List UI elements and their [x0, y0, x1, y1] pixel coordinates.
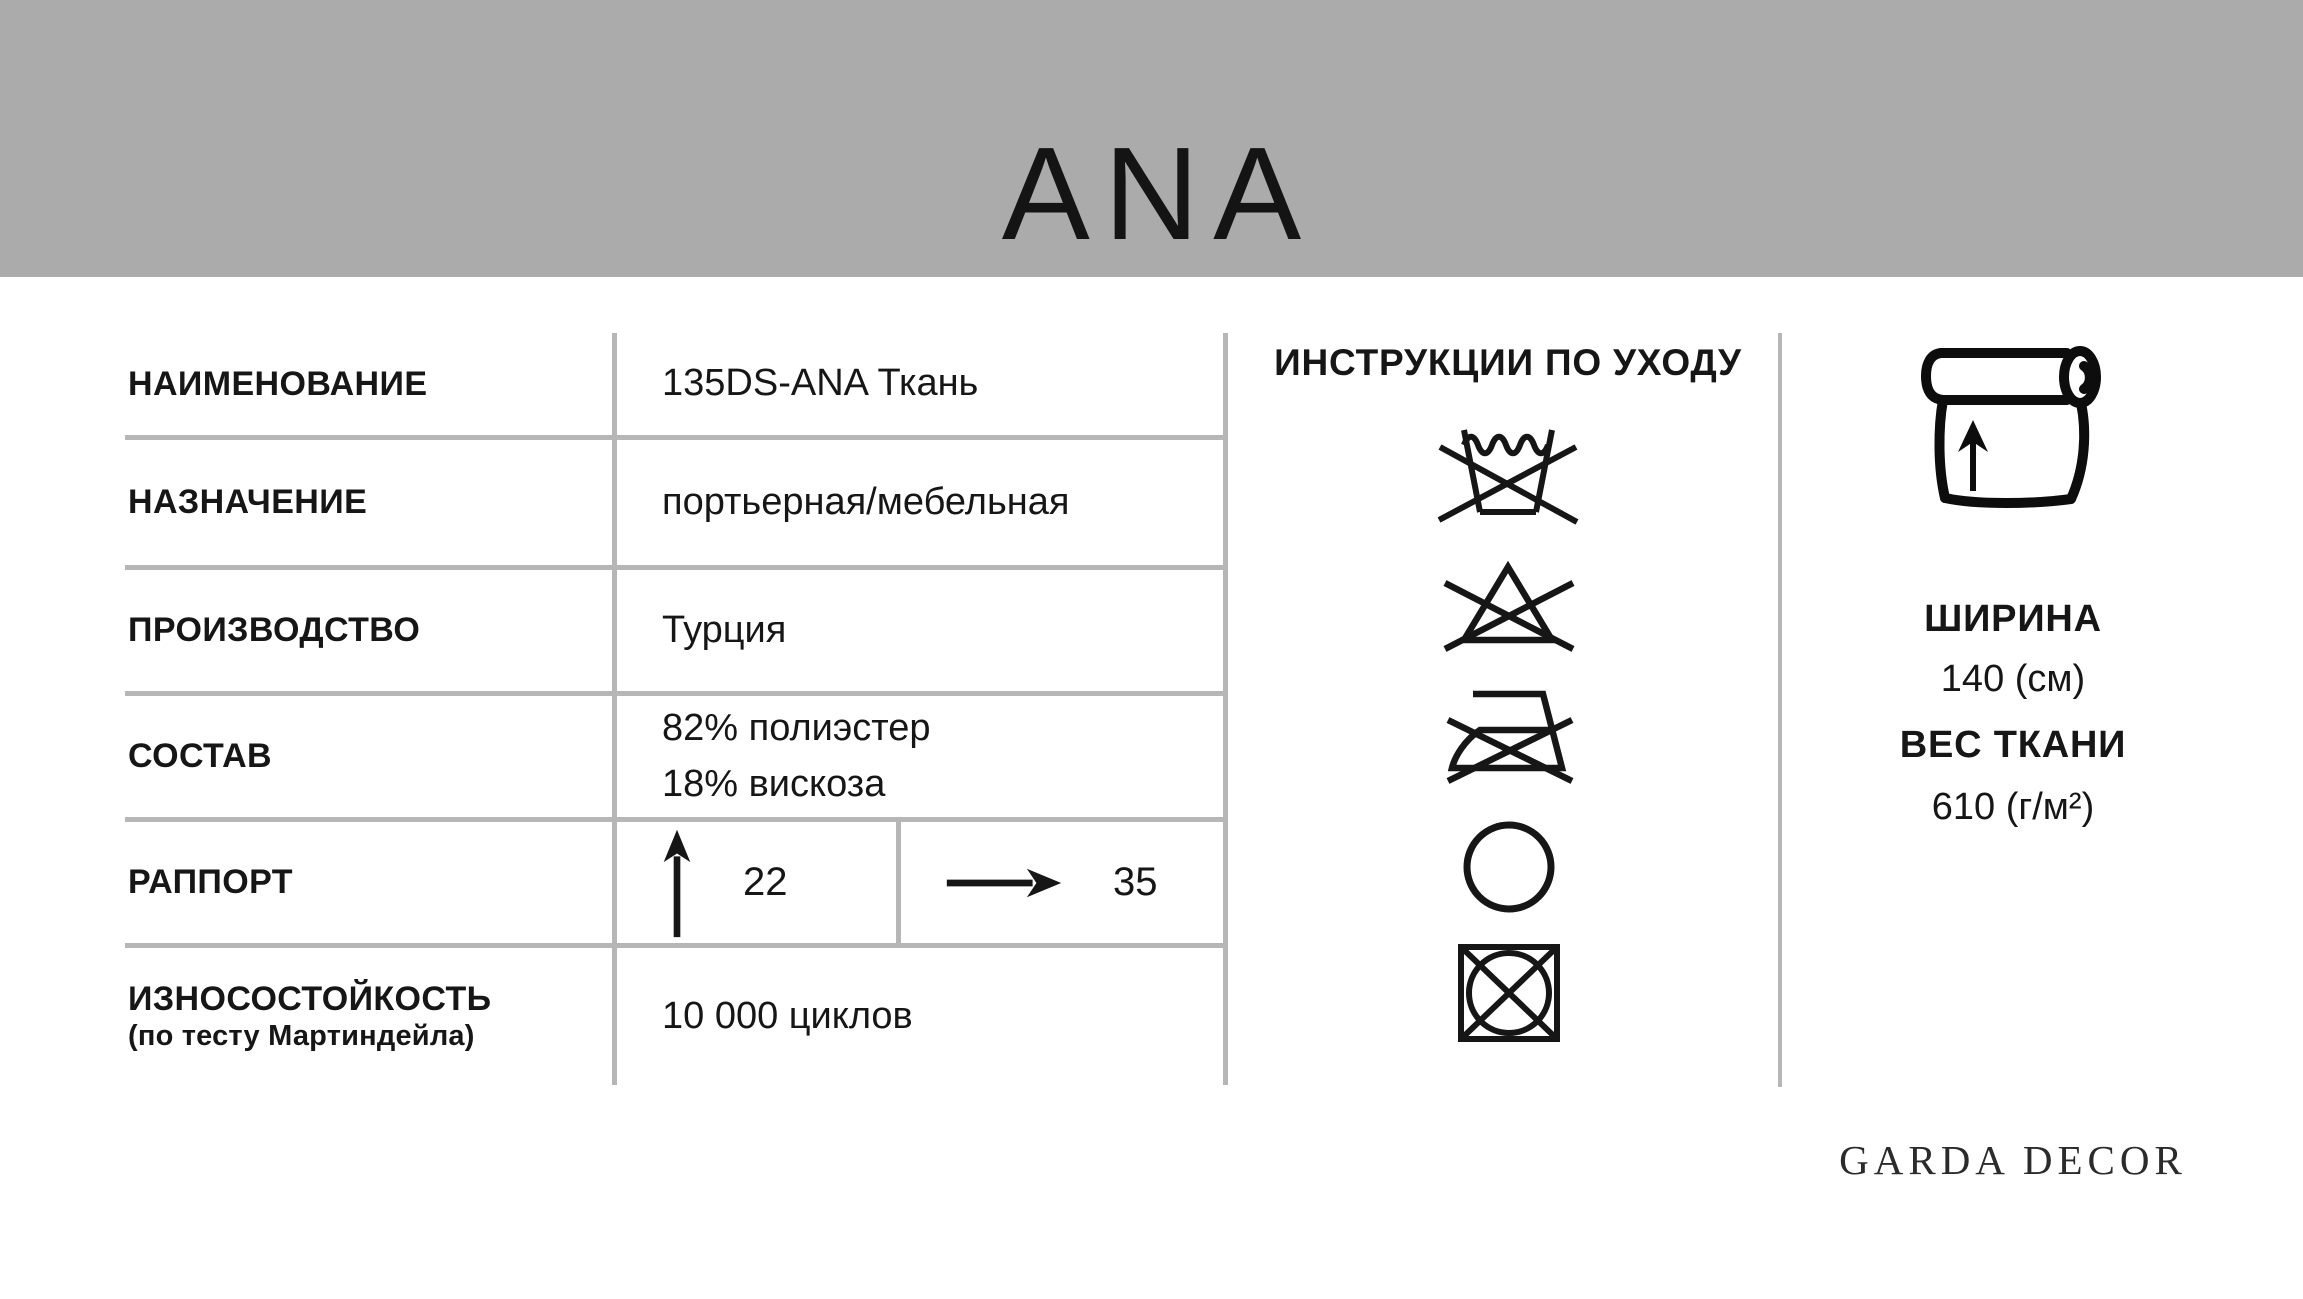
dry-clean-icon	[1462, 820, 1556, 914]
header-banner	[0, 0, 2303, 277]
row-value: портьерная/мебельная	[662, 480, 1070, 523]
row-label: НАЗНАЧЕНИЕ	[128, 483, 368, 522]
composition-line: 18% вискоза	[662, 762, 886, 805]
row-label: РАППОРТ	[128, 863, 293, 902]
row-label: СОСТАВ	[128, 737, 272, 776]
composition-line: 82% полиэстер	[662, 707, 931, 750]
row-value: 10 000 циклов	[662, 994, 913, 1037]
row-label: ПРОИЗВОДСТВО	[128, 611, 421, 650]
brand-logo: GARDA DECOR	[1839, 1137, 2187, 1183]
do-not-wash-icon	[1433, 424, 1583, 526]
row-label: НАИМЕНОВАНИЕ	[128, 364, 428, 403]
care-instructions-heading: ИНСТРУКЦИИ ПО УХОДУ	[1274, 342, 1742, 383]
page-title: ANA	[1001, 120, 1316, 267]
arrow-up-icon	[659, 826, 695, 940]
arrow-right-icon	[943, 863, 1065, 903]
table-row	[125, 333, 1228, 435]
row-label-main: ИЗНОСОСТОЙКОСТЬ	[128, 980, 492, 1019]
do-not-bleach-icon	[1440, 558, 1578, 656]
rapport-vertical-cell	[617, 822, 901, 943]
row-label	[125, 979, 617, 1053]
table-row	[125, 435, 1228, 565]
spec-table	[125, 333, 1228, 1085]
weight-label: ВЕС ТКАНИ	[1899, 724, 2127, 766]
table-row	[125, 691, 1228, 817]
row-value: 135DS-ANA Ткань	[662, 362, 979, 405]
width-value: 140 (см)	[1940, 658, 2086, 700]
row-label-note: (по тесту Мартиндейла)	[128, 1020, 475, 1053]
table-row-rapport	[125, 817, 1228, 943]
fabric-roll-up-arrow-icon	[1893, 336, 2133, 566]
horizontal-repeat-value: 35	[1113, 860, 1158, 904]
row-value: Турция	[662, 608, 787, 651]
width-label: ШИРИНА	[1924, 598, 2102, 640]
rapport-horizontal-cell	[901, 822, 1228, 943]
rapport-cells	[617, 822, 1228, 943]
do-not-iron-icon	[1437, 686, 1579, 788]
weight-value: 610 (г/м²)	[1931, 786, 2095, 828]
vertical-repeat-value: 22	[743, 860, 788, 904]
table-row	[125, 565, 1228, 691]
row-value	[617, 701, 931, 811]
table-row	[125, 943, 1228, 1085]
section-divider-line	[1778, 333, 1782, 1087]
do-not-tumble-dry-icon	[1457, 943, 1561, 1043]
